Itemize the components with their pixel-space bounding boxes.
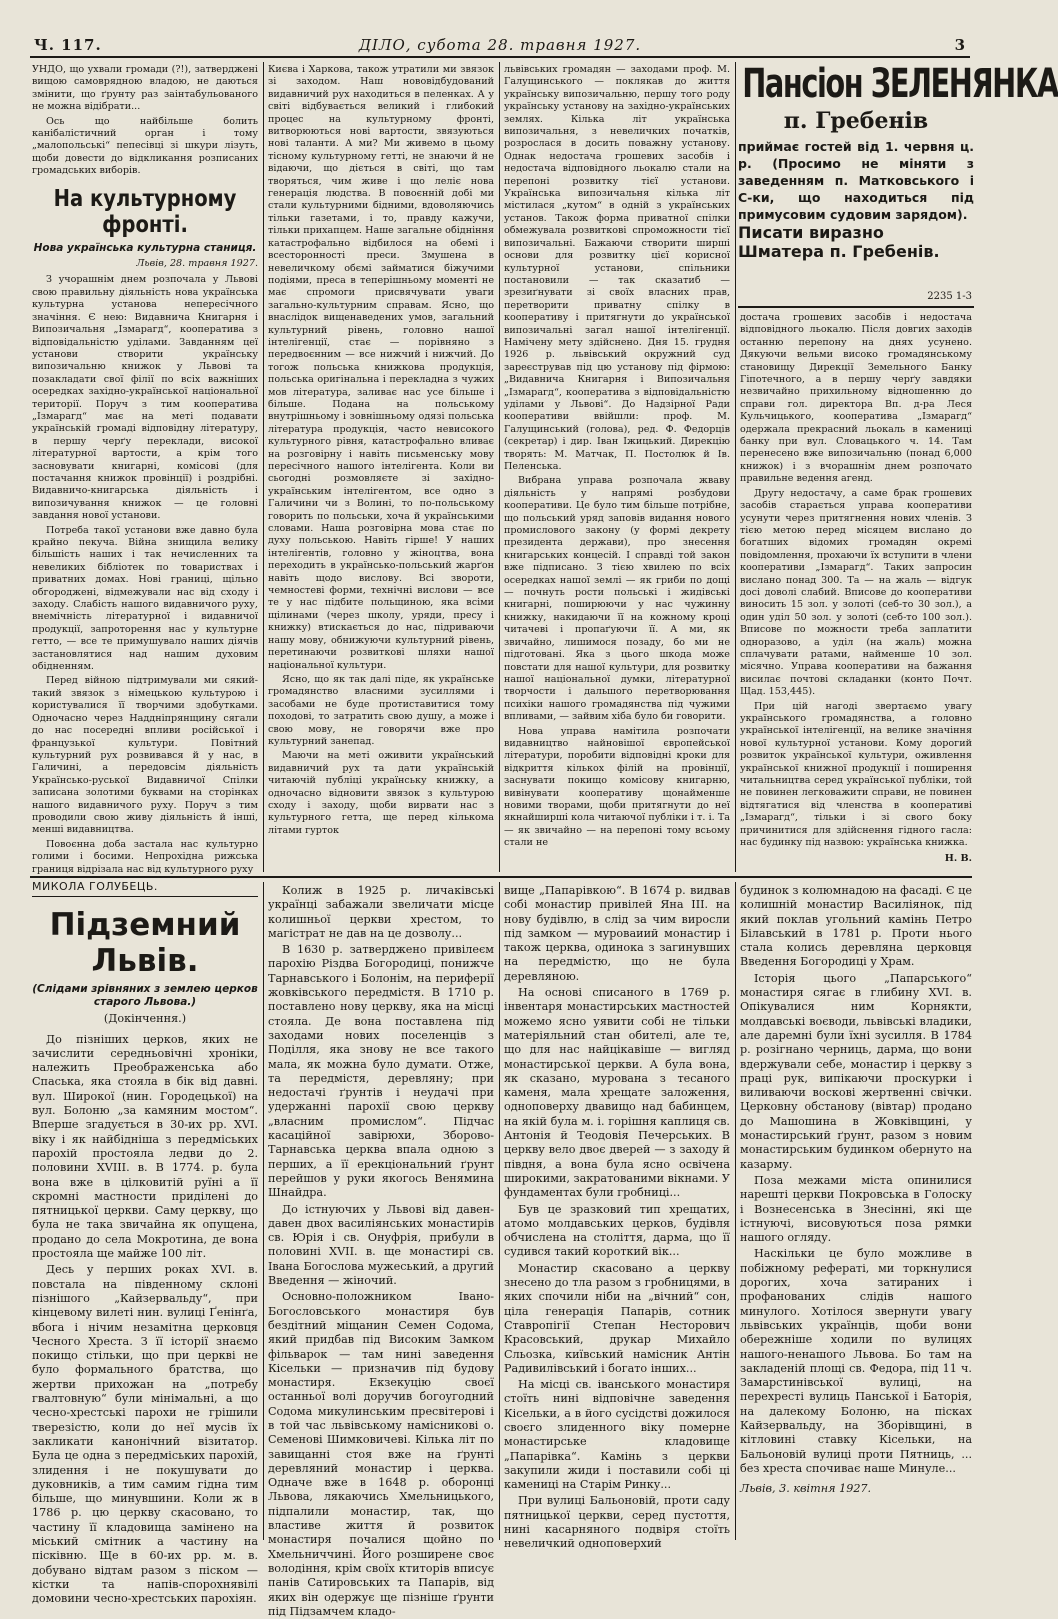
article-tail-paragraph: УНДО, що ухвали громади (?!), затверджені вищою самоврядною владою, не даються змінити, що ґрунту раз заінтабульованого не можна відібрати...	[32, 64, 258, 113]
article-paragraph: Перед війною підтримували ми сякий-такий звязок з німецькою культурою і користувалися її творчими здобутками. Одночасно через Наддніпрянщину сягали до нас посередні впливи російської і французької культури. Повітний культурний рух розвивався й у нас, в Галичині, а передовсім діяльність Українсько-руської Видавничої Спілки записана золотими буквами на сторінках нашого видавничого руху. Поруч з тим проводили свою живу діяльність й інші, менші видавництва.	[32, 675, 258, 836]
article-paragraph: Повоєнна доба застала нас культурно голими і босими. Непрохідна рижська границя відрізала нас від культурного руху	[32, 838, 258, 875]
column-rule	[735, 62, 736, 872]
continuation-note: (Докінчення.)	[103, 1012, 187, 1026]
article-paragraph: Києва і Харкова, також утратили ми звязок зі заходом. Наш нововідбудований видавничий рух находиться в пеленках. А у світі відбувається великий і глибокий процес на культурному фронті, витворюються нові вартости, звязуються нові таланти. А ми? Ми живемо в цьому тісному культурному гетті, не знаючи й не відаючи, що діється в світі, що там творяться, чим живе і що леліє нова генерація людства. В повоєнній добі ми стали культурними бідними, вдоволяючись тільки газетами, і то, правду кажучи, тільки прихапцем. Наше загальне обідніння катастрофально відбилося на обемі і всесторонності преси. Змушена в невеличкому обємі займатися біжучими подіями, преса в теперішньому моменті не має спромоги присвячувати уваги загально-культурним справам. Ясно, що внаслідок вищенаведених умов, загальний культурний рівень, головно нашої інтелігенції, стає — порівняно з передвоєнним — все нижчий і нижчий. До тогож польська книжкова продукція, польська оригінальна і перекладна з чужих мов література, заливає нас усе більше і більше. Подана на польському внутрішньому і зовнішньому одязі польська література продукція, часто невисокого культурного рівня, катастрофально вливає на розговірну і навіть письменську мову пересічного нашого інтелігента. Коли ви сьогодні розмовляєте зі західно-українським інтелігентом, все одно з Галичини чи з Волині, то по-польському говорить по польськи, хоча й українськими словами. Наша розговірна мова стає по духу польською. Навіть гірше! У наших інтелігентів, головно у жіноцтва, вона переходить в українсько-польський жарґон навіть щодо вислову. Всі звороти, чемностеві форми, технічні вислови — все те у нас підбите польщиною, яка всіми щілинами (через школу, уряди, пресу і книжку) втискається до нас, підриваючи нашу мову, обнижуючи культурний рівень, перетинаючи розвиткові шляхи нашої національної культури.	[268, 64, 494, 671]
article-tail-paragraph: Ось що найбільше болить канібалістичний орган і тому „малопольські“ пепесівці зі шкури лізуть, щоби довести до відкликання розписаних громадських виборів.	[32, 115, 258, 177]
lower-column-2	[268, 884, 494, 1618]
article-paragraph: вище „Папарівкою“. В 1674 р. видвав собі монастир привілей Яна III. на нову будівлю, в слід за чим виросли під замком — муроваиий монастир і також церква, одинока з загинувших на передмістю, що не була деревляною.	[504, 884, 730, 983]
column-rule	[263, 882, 264, 1540]
column-rule	[499, 882, 500, 1540]
page-number: 3	[954, 36, 966, 54]
subheadline-underground-lviv: (Слідами зрівняних з землею церков старого Львова.)	[32, 983, 258, 1009]
headline-cultural-front: На культурному фронті.	[53, 185, 237, 238]
article-paragraph: Колиж в 1925 р. личаківські українці забажали звеличати місце колишньої церкви хрестом, то магістрат не дав на це дозволу...	[268, 884, 494, 940]
dateline: Львів, 28. травня 1927.	[136, 258, 258, 270]
article-paragraph: Монастир скасовано а церкву знесено до тла разом з гробницями, в яких спочили ніби на „вічний“ сон, ціла генерація Папарів, сотник Ставропігії Степан Несторович Красовський, друкар Михайло Сльозка, київський намісник Антін Радивилівський і богато інших...	[504, 1261, 730, 1375]
column-rule	[735, 882, 736, 1540]
article-paragraph: Був це зразковий тип хрещатих, атомо молдавських церков, будівля обчислена на століття, дарма, що її судився такий короткий вік...	[504, 1202, 730, 1259]
ad-contact: Писати виразно Шматера п. Гребенів.	[738, 223, 940, 261]
section-divider	[30, 876, 972, 878]
article-paragraph: Вибрана управа розпочала жваву діяльність у напрямі розбудови кооперативи. Це було тим більше потрібне, що польський уряд заповів видання нового промислового закону (у формі декрету президента держави), про знесення книгарських концесій. І справді той закон вже підписано. З тією хвилею по всіх осередках нашої землі — як гриби по дощі — почнуть рости польські і жидівські книгарні, поширюючи у нас чужинну книжку, накидаючи її на кожному кроці читачеві і пропаґуючи її. А ми, як звичайно, лишимося позаду, бо ми не підготовані. Яка з цього шкода може повстати для нашої культури, для розвитку нашої національної думки, літературної творчости і дальшого перетворювання психіки нашого громадянства під чужими впливами, — зайвим хіба було би говорити.	[504, 475, 730, 723]
lower-column-4	[740, 884, 972, 1540]
article-paragraph: Потреба такої установи вже давно була крайно пекуча. Війна знищила велику більшість наших і так нечисленних та невеликих бібліотек по товариствах і приватних домах. Нові границі, щільно обгороджені, відмежували нас від сходу і заходу. Слабість нашого видавничого руху, внемічність літературної і видавничої продукції, запроторення нас у культурне гетто, — все те примушувало наших діячів застановлятися над нашим духовим обідненням.	[32, 524, 258, 673]
article-paragraph: З учорашнім днем розпочала у Львові свою правильну діяльність нова українська культурна установа непересічного значіння. Є нею: Видавнича Книгарня і Випозичальня „Ізмарагд“, кооператива з відповідальністю уділами. Завданням цеї установи створити українську випозичальню книжок у Львові та позакладати свої філії по всіх важніших осередках західно-української національної території. Поруч з тим кооператива „Ізмарагд“ має на меті подавати українській громаді відповідну літературу, в першу черґу переклади, високої літературної вартости, а крім того засновувати книгарні, комісові (для постачання книжок провінції) і роздрібні. Видавничо-книгарська діяльність і випозичування книжок — це головні завдання нової установи.	[32, 274, 258, 522]
advertisement-pension	[738, 61, 1058, 308]
paper-date: ДІЛО, субота 28. травня 1927.	[358, 36, 642, 54]
article-paragraph: Ясно, що як так далі піде, як українське громадянство власними зусиллями і засобами не буде протиставитися тому походові, то затратить свою душу, а може і свою мову, не говорячи вже про культурний занепад.	[268, 673, 494, 747]
upper-column-4	[740, 312, 972, 872]
upper-column-2	[268, 64, 494, 872]
issue-number: Ч. 117.	[34, 36, 102, 54]
ad-title: Пансіон ЗЕЛЕНЯНКА	[742, 61, 1058, 107]
upper-column-1	[32, 64, 258, 875]
article-paragraph: Маючи на меті оживити український видавничий рух та дати українській читаючій публіці українську книжку, а одночасно відновити звязок з культурою сходу і заходу, щоби вирвати нас з культурного гетта, ще перед кількома літами гурток	[268, 750, 494, 836]
article-paragraph: львівських громадян — заходами проф. М. Галущинського — поклякав до життя українську випозичальню, першу того роду українську установу на західно-українських землях. Кілька літ українська випозичальня, з невеличких початків, розрослася в досить поважну установу. Однак недостача грошевих засобів і недостача відповідного льокалю стали на перепоні розвитку тієї установи. Українська випозичальня кілька літ містилася „кутом“ в одній з українських установ. Також форма приватної спілки обмежувала розвиткові спроможности тієї випозичальні. Бажаючи створити ширші основи для розвитку цієї корисної культурної установи, спільники постановили — так сказатиб — зрезиґнувати зі своїх власних прав, перетворити приватну спілку в кооперативу і притягнути до української випозичальні загал нашої інтелігенції. Намічену мету здійснено. Дня 15. грудня 1926 р. львівський окружний суд зареєстрував під цю установу під фірмою: „Видавнича Книгарня і Випозичальня „Ізмарагд“, кооператива з відповідальністю уділами у Львові“. До Надзірної Ради кооперативи ввійшли: проф. М. Галущинський (голова), ред. Ф. Федорців (секретар) і дир. Іван Іжицький. Дирекцію творять: М. Матчак, П. Постолюк й Ів. Пеленська.	[504, 64, 730, 472]
page-header	[30, 34, 970, 58]
article-paragraph: Поза межами міста опинилися нарешті церкви Покровська в Голоску і Вознесенська в Знесінні, які ще істнуючі, висовуються поза рямки нашого огляду.	[740, 1173, 972, 1245]
article-paragraph: Десь у перших роках XVI. в. повстала на південному склоні пізнішого „Кайзервальду“, при кінцевому вилеті нин. вулиці Ґенінґа, вбога і нічим незамітна церковця Чесного Хреста. З її історії знаємо покищо стільки, що при церкві не було формального братства, що жертви прихожан на „потребу гвалтовную“ були мінімальні, а що чесно-хрестські парохи не грішили тверезістю, коли до неї мусів їх закликати канонічний візитатор. Була це одна з передміських парохій, злидення і не покушувати до дуковників, а тим самим гідна тим більше, що минувшини. Коли ж в 1786 р. цю церкву скасовано, то частину її кладовища замінено на міський смітник а частину на піскiвню. Ще в 60-их рр. м. в. добувано відтам разом з піском — кістки та напів-спорохнявілі домовини чесно-хрестських парохіян.	[32, 1263, 258, 1606]
column-rule	[263, 62, 264, 872]
lower-column-1	[32, 880, 258, 1606]
upper-column-3	[504, 64, 730, 872]
article-paragraph: Наскільки це було можливе в побіжному рефераті, ми торкнулися дорогих, хоча затираних і профанованих слідів нашого минулого. Хотілося звернути увагу львівських українців, щоби вони обережніше ходили по вулицях нашого-ненашого Львова. Бо там на закладеній площі св. Федора, під 11 ч. Замарстинівської вулиці, на перехресті вулиць Панської і Баторія, на далекому Болоню, на пісках Кайзервальду, на Зборівщині, в кітловині ставку Кісельки, на Бальоновій вулиці проти Пятниць, ... без хреста спочиває наше Минуле...	[740, 1247, 972, 1475]
article-paragraph: Другу недостачу, а саме брак грошевих засобів старається управа кооперативи усунути через притягнення нових членів. З тією метою перед місяцем вислано до богатших відомих громадян окремі повідомлення, прохаючи їх вступити в члени кооперативи „Ізмарагд“. Таких запросин вислано понад 300. Та — на жаль — відгук досі доволі слабий. Вписове до кооперативи виносить 15 зол. у золоті (себ-то 30 зол.), а один уділ 50 зол. у золоті (себ-то 100 зол.). Вписове по можности треба заплатити одноразово, а уділ (на жаль) можна сплачувати ратами, найменше 10 зол. місячно. Управа кооперативи на бажання висилає почтові складанки (конто Почт. Щад. 153,445).	[740, 487, 972, 698]
article-paragraph: будинок з колюмнадою на фасаді. Є це колишній монастир Василіянок, під який поклав угольний камінь Петро Білавський в 1781 р. Проти нього стала колись деревляна церковця Введення Богородиці у Храм.	[740, 884, 972, 969]
column-rule	[499, 62, 500, 872]
article-paragraph: При вулиці Бальоновій, проти саду пятницької церкви, серед пустоття, нині касарняного подвіря стоїть невеличкий одноповерхий	[504, 1494, 730, 1551]
ad-place: п. Гребенів	[783, 108, 929, 134]
signature: Н. В.	[944, 853, 972, 865]
article-paragraph: В 1630 р. затверджено привілеєм парохію Різдва Богородиці, понижче Тарнавського і Болонім, на периферії жовківського передмістя. В 1710 р. поставлено нову церкву, яка на місці стояла. Де вона поставлена під заходами нових поселенців з Поділля, яка знову не все такого мала, як можна було думати. Отже, та передмістя, деревляну; при недостачі ґрунтів і неудачі при удержанні парохії свою церкву „власним промислом“. Підчас касаційної завірюхи, Зборово-Тарнавська церква впала одною з перших, а її ерекціональний ґрунт перейшов у руки якогось Венямина Шнайдра.	[268, 943, 494, 1200]
subheadline-cultural-front: Нова українська культурна станиця.	[33, 241, 257, 254]
article-paragraph: До істнуючих у Львові від давен-давен двох василіянських монастирів св. Юрія і св. Онуфрія, прибули в половині XVII. в. ще монастирі св. Івана Богослова мужеський, а другий Введення — жіночий.	[268, 1202, 494, 1288]
article-author: МИКОЛА ГОЛУБЕЦЬ.	[32, 880, 258, 897]
article-paragraph: Основно-положником Івано-Богословського монастиря був бездітний міщанин Семен Содома, який придбав під Високим Замком фільварок — там нині заведення Кісельки — призначив під будову монастиря. Екзекуцію своєї останньої волі доручив богоугодний Содома микулинським пресвітерові і в той час львівському намісникові о. Семенові Шимковичеві. Кілька літ по завищанні стоя вже на ґрунті деревляний монастир і церква. Одначе вже в 1648 р. оборонці Львова, лякаючись Хмельницького, підпалили монастир, так, що властиве життя й розвиток монастиря почалися щойно по Хмельниччині. Його розширене своє володіння, крім своїх ктиторів вписує панів Сатировських та Папарів, від яких він одержує ще пізніше ґрунти під Підзамчем кладо-	[268, 1290, 494, 1618]
article-paragraph: На основі списаного в 1769 р. інвентаря монастирських мастностей можемо ясно уявити собі не тільки матеріяльний стан обителі, але те, що для нас найцікавіше — вигляд монастирської церкви. А була вона, як сказано, мурована з тесаного каменя, мала хрещате заложення, одноповерху двавищо над бабинцем, на якій була м. і. горішня каплиця св. Антонія й Теодовія Печерських. В церкву вело двоє дверей — з заходу й півдня, а вона була ясно освічена широкими, закратованими вікнами. У фундаментах були гробниці...	[504, 986, 730, 1200]
article-paragraph: На місці св. іванського монастиря стоїть нині відповічне заведення Кісельки, а в його сусідстві дожилося своєго злиденного віку померне монастирське кладовище „Папарівка“. Камінь з церкви закупили жиди і поставили собі ці камениці на Старім Ринку...	[504, 1378, 730, 1492]
ad-number: 2235 1-3	[927, 291, 972, 302]
article-paragraph: До пізніших церков, яких не зачислити середньовічні хроніки, належить Преображенська або Спаська, яка стояла в бік від давні. вул. Широкої (нин. Городецької) на вул. Болоню „за камяним мостом“. Вперше згадується в 30-их рр. XVI. віку і як найбідніша з передміських парохій простояла ледви до 2. половини XVIII. в. В 1774. р. була вона вже в цілковитій руїні а її скромні мастности приділені до пятницької церкви. Саму церкву, що була не така звичайна як опущена, продано до села Мокротина, де вона простояла ще майже 100 літ.	[32, 1032, 258, 1261]
article-paragraph: Історія цього „Папарського“ монастиря сягає в глибину XVI. в. Опікувалися ним Корнякти, молдавські воєводи, львівські владики, але даремні були їхні зусилля. В 1784 р. розігнано черниць, дарма, що вони вдержували себе, монастир і церкву з праці рук, випікаючи проскурки і виливаючи воскові жертвенні свічки. Церковну обстанову (вівтар) продано до Машошина в Жовківщині, у монастирський ґрунт, разом з новим монастирським будинком обернуто на казарму.	[740, 971, 972, 1171]
ad-text: приймає гостей від 1. червня ц. р. (Просимо не міняти з заведенням п. Матковського і С-ки, що находиться під примусовим судовим зарядом).	[738, 139, 974, 222]
article-paragraph: достача грошевих засобів і недостача відповідного льокалю. Після довгих заходів останню перепону на днях усунено. Дякуючи вельми високо громадянському становищу Дирекції Земельного Банку Гіпотечного, а в першу черґу завдяки незвичайно прихильному відношенню до справи гол. директора Вп. д-ра Леся Кульчицького, кооператива „Ізмарагд“ одержала прекрасний льокаль в камениці банку при вул. Словацького ч. 14. Там перенесено вже випозичальню (понад 6,000 книжок) і з вчорашнім днем розпочато правильне ведення агенд.	[740, 312, 972, 485]
article-paragraph: Нова управа намітила розпочати видавництво найновішої європейської літератури, поробити відповідні кроки для відкриття кількох філій на провінції, заснувати покищо комісову книгарню, вивінувати кооперативу щонайменше новими творами, щоби притягнути до неї якнайширші кола читаючої публіки і т. і. Та — як звичайно — на перепоні тому всьому стали не	[504, 725, 730, 849]
lower-column-3	[504, 884, 730, 1551]
article-date: Львів, 3. квітня 1927.	[740, 1482, 872, 1496]
article-paragraph: При цій нагоді звертаємо увагу українського громадянства, а головно української інтелігенції, на велике значіння нової культурної установи. Кому дорогий розвиток української культури, оживлення української книжної продукції і поширення читальництва серед української публіки, той не повинен легковажити справи, не повинен відтягатися від членства в кооперативі „Ізмарагд“, тільки і зі свого боку причинитися для здійснення гідного гасла: нас будинку під назвою: українська книжка.	[740, 700, 972, 849]
headline-underground-lviv: Підземний Львів.	[49, 907, 241, 980]
